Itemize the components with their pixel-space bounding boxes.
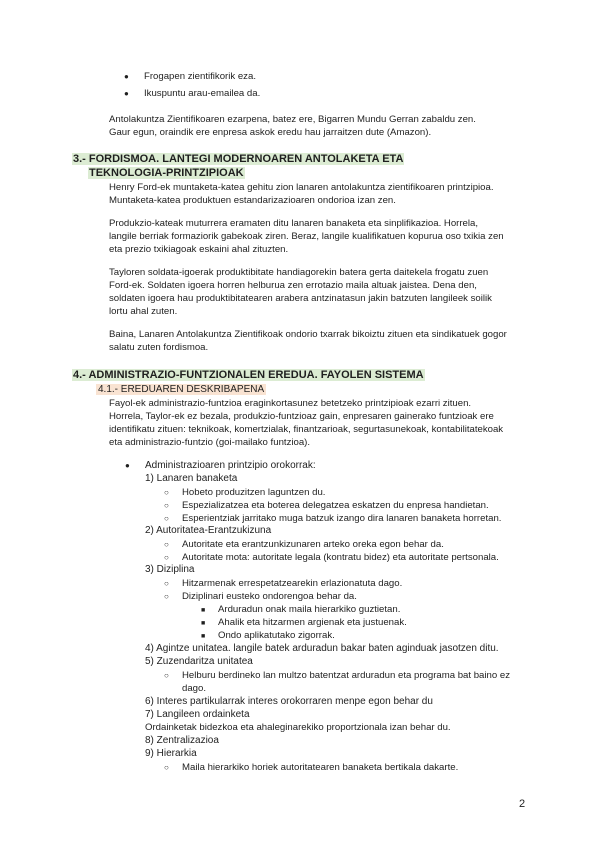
paragraph-line: Antolakuntza Zientifikoaren ezarpena, batez ere, Bigarren Mundu Gerran zabaldu zen. xyxy=(109,114,476,125)
list-item-cont: dago. xyxy=(182,683,207,694)
principles-title: ● Administrazioaren printzipio orokorrak: xyxy=(145,460,316,472)
list-item: ○ Hobeto produzitzen laguntzen du. xyxy=(182,487,325,499)
list-item: ○ Hitzarmenak errespetatzearekin erlazionatuta dago. xyxy=(182,578,402,590)
paragraph-line: Muntaketa-katea produktuen estandarizazioaren ondorioa izan zen. xyxy=(109,195,396,206)
paragraph-line: eta administrazio-funtzio (goi-mailako funtzioa). xyxy=(109,437,311,448)
paragraph-line: Gaur egun, oraindik ere enpresa askok eredu hau jarraitzen dute (Amazon). xyxy=(109,127,432,138)
paragraph-line: Ordainketak bidezkoa eta ahaleginarekiko proportzionala izan behar du. xyxy=(145,722,451,733)
list-item: ○ Esperientziak jarritako muga batzuk izango dira lanaren banaketa horretan. xyxy=(182,513,501,525)
paragraph-line: lortu ahal zuten. xyxy=(109,306,178,317)
paragraph-line: eta prezio txikiagoak eskaini ahal zituzten. xyxy=(109,244,289,255)
paragraph-line: Baina, Lanaren Antolakuntza Zientifikoak ondorio txarrak bikoiztu zituen eta sindikatuek gogor xyxy=(109,329,507,340)
page-number: 2 xyxy=(519,798,526,810)
principle-heading: 2) Autoritatea-Erantzukizuna xyxy=(145,525,272,536)
paragraph-line: identifikatu zituen: teknikoak, komertzialak, finantzarioak, segurtasunekoak, kontabilitatekoak xyxy=(109,424,504,435)
paragraph-line: soldaten igoera hau produktibitatearen arabera antzinatasun jakin batzuten langileek soilik xyxy=(109,293,492,304)
principle-heading: 8) Zentralizazioa xyxy=(145,735,219,746)
principle-heading: 5) Zuzendaritza unitatea xyxy=(145,656,253,667)
section-heading: 3.- FORDISMOA. LANTEGI MODERNOAREN ANTOLAKETA ETA xyxy=(73,153,404,165)
list-item: ○ Helburu berdineko lan multzo batentzat arduradun eta programa bat baino ez xyxy=(182,670,510,682)
paragraph-line: Horrela, Taylor-ek ez bezala, produkzio-funtzioaz gain, enpresaren gainerako funtzioak ere xyxy=(109,411,494,422)
list-item: ○ Espezializatzea eta boterea delegatzea eskatzen du enpresa handietan. xyxy=(182,500,489,512)
list-item: ○ Diziplinari eusteko ondorengoa behar da. xyxy=(182,591,357,603)
subsection-heading: 4.1.- EREDUAREN DESKRIBAPENA xyxy=(98,384,265,395)
paragraph-line: Produkzio-kateak muturrera eramaten ditu lanaren banaketa eta sinplifikazioa. Horrela, xyxy=(109,218,479,229)
paragraph-line: langile berriak formaziorik gabekoak ziren. Beraz, langile kualifikatuen kopurua oso txikia zen xyxy=(109,231,504,242)
section-heading: 4.- ADMINISTRAZIO-FUNTZIONALEN EREDUA. FAYOLEN SISTEMA xyxy=(73,369,424,381)
list-item: ○ Maila hierarkiko horiek autoritatearen banaketa bertikala dakarte. xyxy=(182,762,458,774)
paragraph-line: Tayloren soldata-igoerak produktibitate handiagorekin batera gerta daitekela frogatu zuen xyxy=(109,267,489,278)
principle-heading: 7) Langileen ordainketa xyxy=(145,709,250,720)
list-item: ○ Autoritate mota: autoritate legala (kontratu bidez) eta autoritate pertsonala. xyxy=(182,552,499,564)
sub-list-item: ■ Ahalik eta hitzarmen argienak eta justuenak. xyxy=(218,617,407,629)
paragraph-line: Henry Ford-ek muntaketa-katea gehitu zion lanaren antolakuntza zientifikoaren printzipioa. xyxy=(109,182,494,193)
paragraph-line: salatu zuten fordismoa. xyxy=(109,342,209,353)
sub-list-item: ■ Arduradun onak maila hierarkiko guztietan. xyxy=(218,604,400,616)
bullet-item: ● Frogapen zientifikorik eza. xyxy=(144,71,256,83)
principle-heading: 3) Diziplina xyxy=(145,564,195,575)
sub-list-item: ■ Ondo aplikatutako zigorrak. xyxy=(218,630,335,642)
section-heading-cont: TEKNOLOGIA-PRINTZIPIOAK xyxy=(89,167,244,179)
principle-heading: 4) Agintze unitatea. langile batek arduradun bakar baten aginduak jasotzen ditu. xyxy=(145,643,499,654)
paragraph-line: Ford-ek. Soldaten igoera horren helburua zen errotazio maila altuak jaistea. Dena den, xyxy=(109,280,477,291)
principle-heading: 6) Interes partikularrak interes orokorraren menpe egon behar du xyxy=(145,696,433,707)
bullet-item: ● Ikuspuntu arau-emailea da. xyxy=(144,88,260,100)
principle-heading: 1) Lanaren banaketa xyxy=(145,473,238,484)
paragraph-line: Fayol-ek administrazio-funtzioa eraginkortasunez betetzeko printzipioak ezarri zituen. xyxy=(109,398,472,409)
principle-heading: 9) Hierarkia xyxy=(145,748,197,759)
list-item: ○ Autoritate eta erantzunkizunaren arteko oreka egon behar da. xyxy=(182,539,444,551)
